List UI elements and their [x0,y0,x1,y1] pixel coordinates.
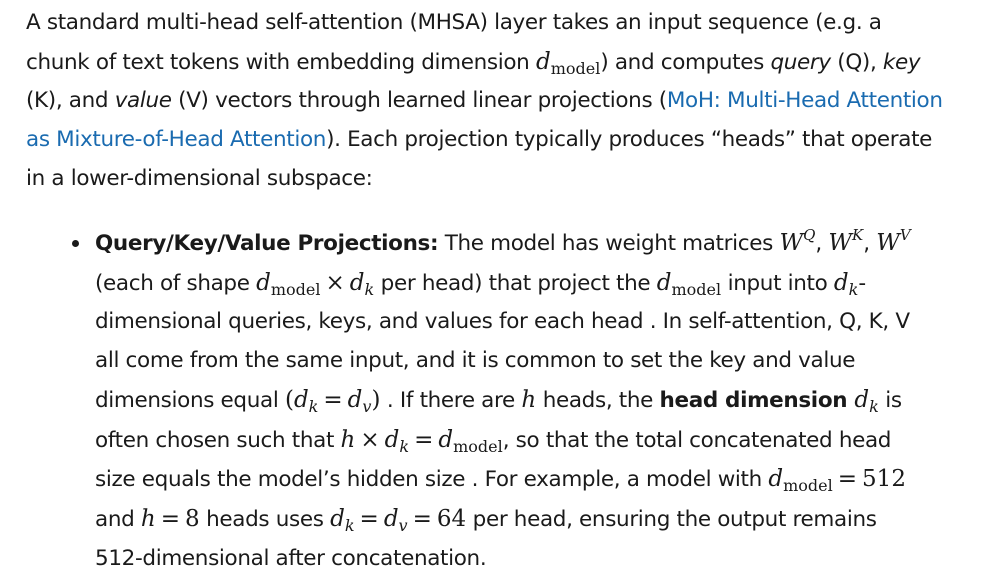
math-dk [833,269,859,299]
bullet-heading: Query/Key/Value Projections: [95,231,439,256]
math-paren: ( [284,386,294,413]
math-h-times-dk [340,426,503,456]
math-subscript: k [308,396,319,416]
text-span: The model has weight matrices [438,231,780,256]
math-subscript: k [344,515,355,535]
text-span: input into [721,270,834,296]
math-var: d [383,505,399,532]
math-operator: = [160,505,180,532]
text-span: . If there are [380,387,522,413]
math-subscript: model [270,279,321,299]
math-var: d [347,386,363,413]
text-span: heads uses [199,506,331,532]
math-number: 512 [862,466,906,493]
math-d-model [535,48,601,78]
math-subscript: k [364,279,375,299]
math-var: d [330,505,345,532]
math-shape [256,269,375,299]
math-operator: = [359,505,379,532]
text-span: (V) vectors through learned linear projections ( [171,88,667,114]
math-var: W [779,230,804,256]
math-subscript: k [848,279,859,299]
math-var: d [349,269,365,296]
math-var: d [535,48,551,75]
math-operator: = [414,426,434,453]
math-subscript: k [869,396,879,416]
text-span: is often chosen such that [95,387,902,453]
math-var: d [656,269,672,296]
key-term: key [882,49,921,75]
bullet-item-qkv-projections [0,224,925,578]
math-var: d [384,426,400,453]
math-subscript: v [362,396,372,416]
text-span: -dimensional queries, keys, and values for each head . In self-attention, Q, K, V all come from the same input, and it is common to set the key and value dimensions equal [95,270,910,413]
text-span: per head) that project the [374,270,657,296]
text-span: (Q), [830,49,883,75]
text-span: heads, the [536,387,660,413]
text-span: , [815,231,829,256]
math-var: h [140,505,156,532]
math-var: W [876,230,900,256]
math-paren: ) [371,386,381,413]
math-operator: × [325,269,345,296]
math-var: d [256,269,271,296]
math-operator: = [412,505,432,532]
bullet-dot [72,240,79,247]
math-h-8 [141,506,200,532]
text-span: , so that the total concatenated head size equals the model’s hidden size . For example, a model with [95,427,892,493]
text-span: and [95,506,141,532]
math-h [521,387,536,413]
math-dk-dv-64 [330,505,467,535]
math-var: h [340,426,356,453]
math-subscript: model [671,279,722,299]
text-span: (each of shape [95,270,257,296]
math-dk-eq-dv [284,386,381,416]
text-span: , [863,231,870,256]
math-subscript: model [550,58,601,78]
math-wq [779,226,816,256]
math-var: h [521,386,537,413]
query-term: query [770,49,831,75]
math-subscript: model [453,436,503,456]
math-subscript: model [783,476,833,496]
text-span: (K), and [26,88,115,114]
math-subscript: v [398,515,408,535]
math-number: 64 [436,505,467,532]
math-subscript: k [399,436,410,456]
math-dk [854,386,879,416]
math-var: d [833,269,849,296]
text-span: ). Each projection typically produces “heads” that operate in a lower-dimensional subspace: [26,127,933,191]
math-d-model [656,269,722,299]
math-var: d [854,386,870,413]
text-span: ) and computes [600,49,771,75]
math-var: W [828,230,852,256]
math-number: 8 [185,505,200,532]
math-var: d [768,466,784,493]
bullet-list [0,224,987,578]
text-span: per head, ensuring the output remains 512-dimensional after concatenation. [95,506,877,571]
math-operator: = [323,386,343,413]
text-span: A standard multi-head self-attention (MHSA) layer takes an input sequence (e.g. a chunk of text tokens with embedding dimension [26,10,882,75]
math-superscript: V [899,226,911,244]
value-term: value [114,88,172,114]
moh-paper-link[interactable]: MoH: Multi-Head Attention as Mixture-of-Head Attention [26,88,943,153]
math-var: d [438,426,454,453]
math-superscript: Q [803,226,816,244]
math-dmodel-512 [768,466,906,496]
math-operator: × [360,426,380,453]
math-wk [828,226,864,256]
math-operator: = [837,466,858,493]
math-wv [876,226,911,256]
intro-paragraph [26,4,946,199]
math-var: d [293,386,309,413]
head-dimension-term: head dimension [659,387,855,413]
math-superscript: K [852,226,864,244]
